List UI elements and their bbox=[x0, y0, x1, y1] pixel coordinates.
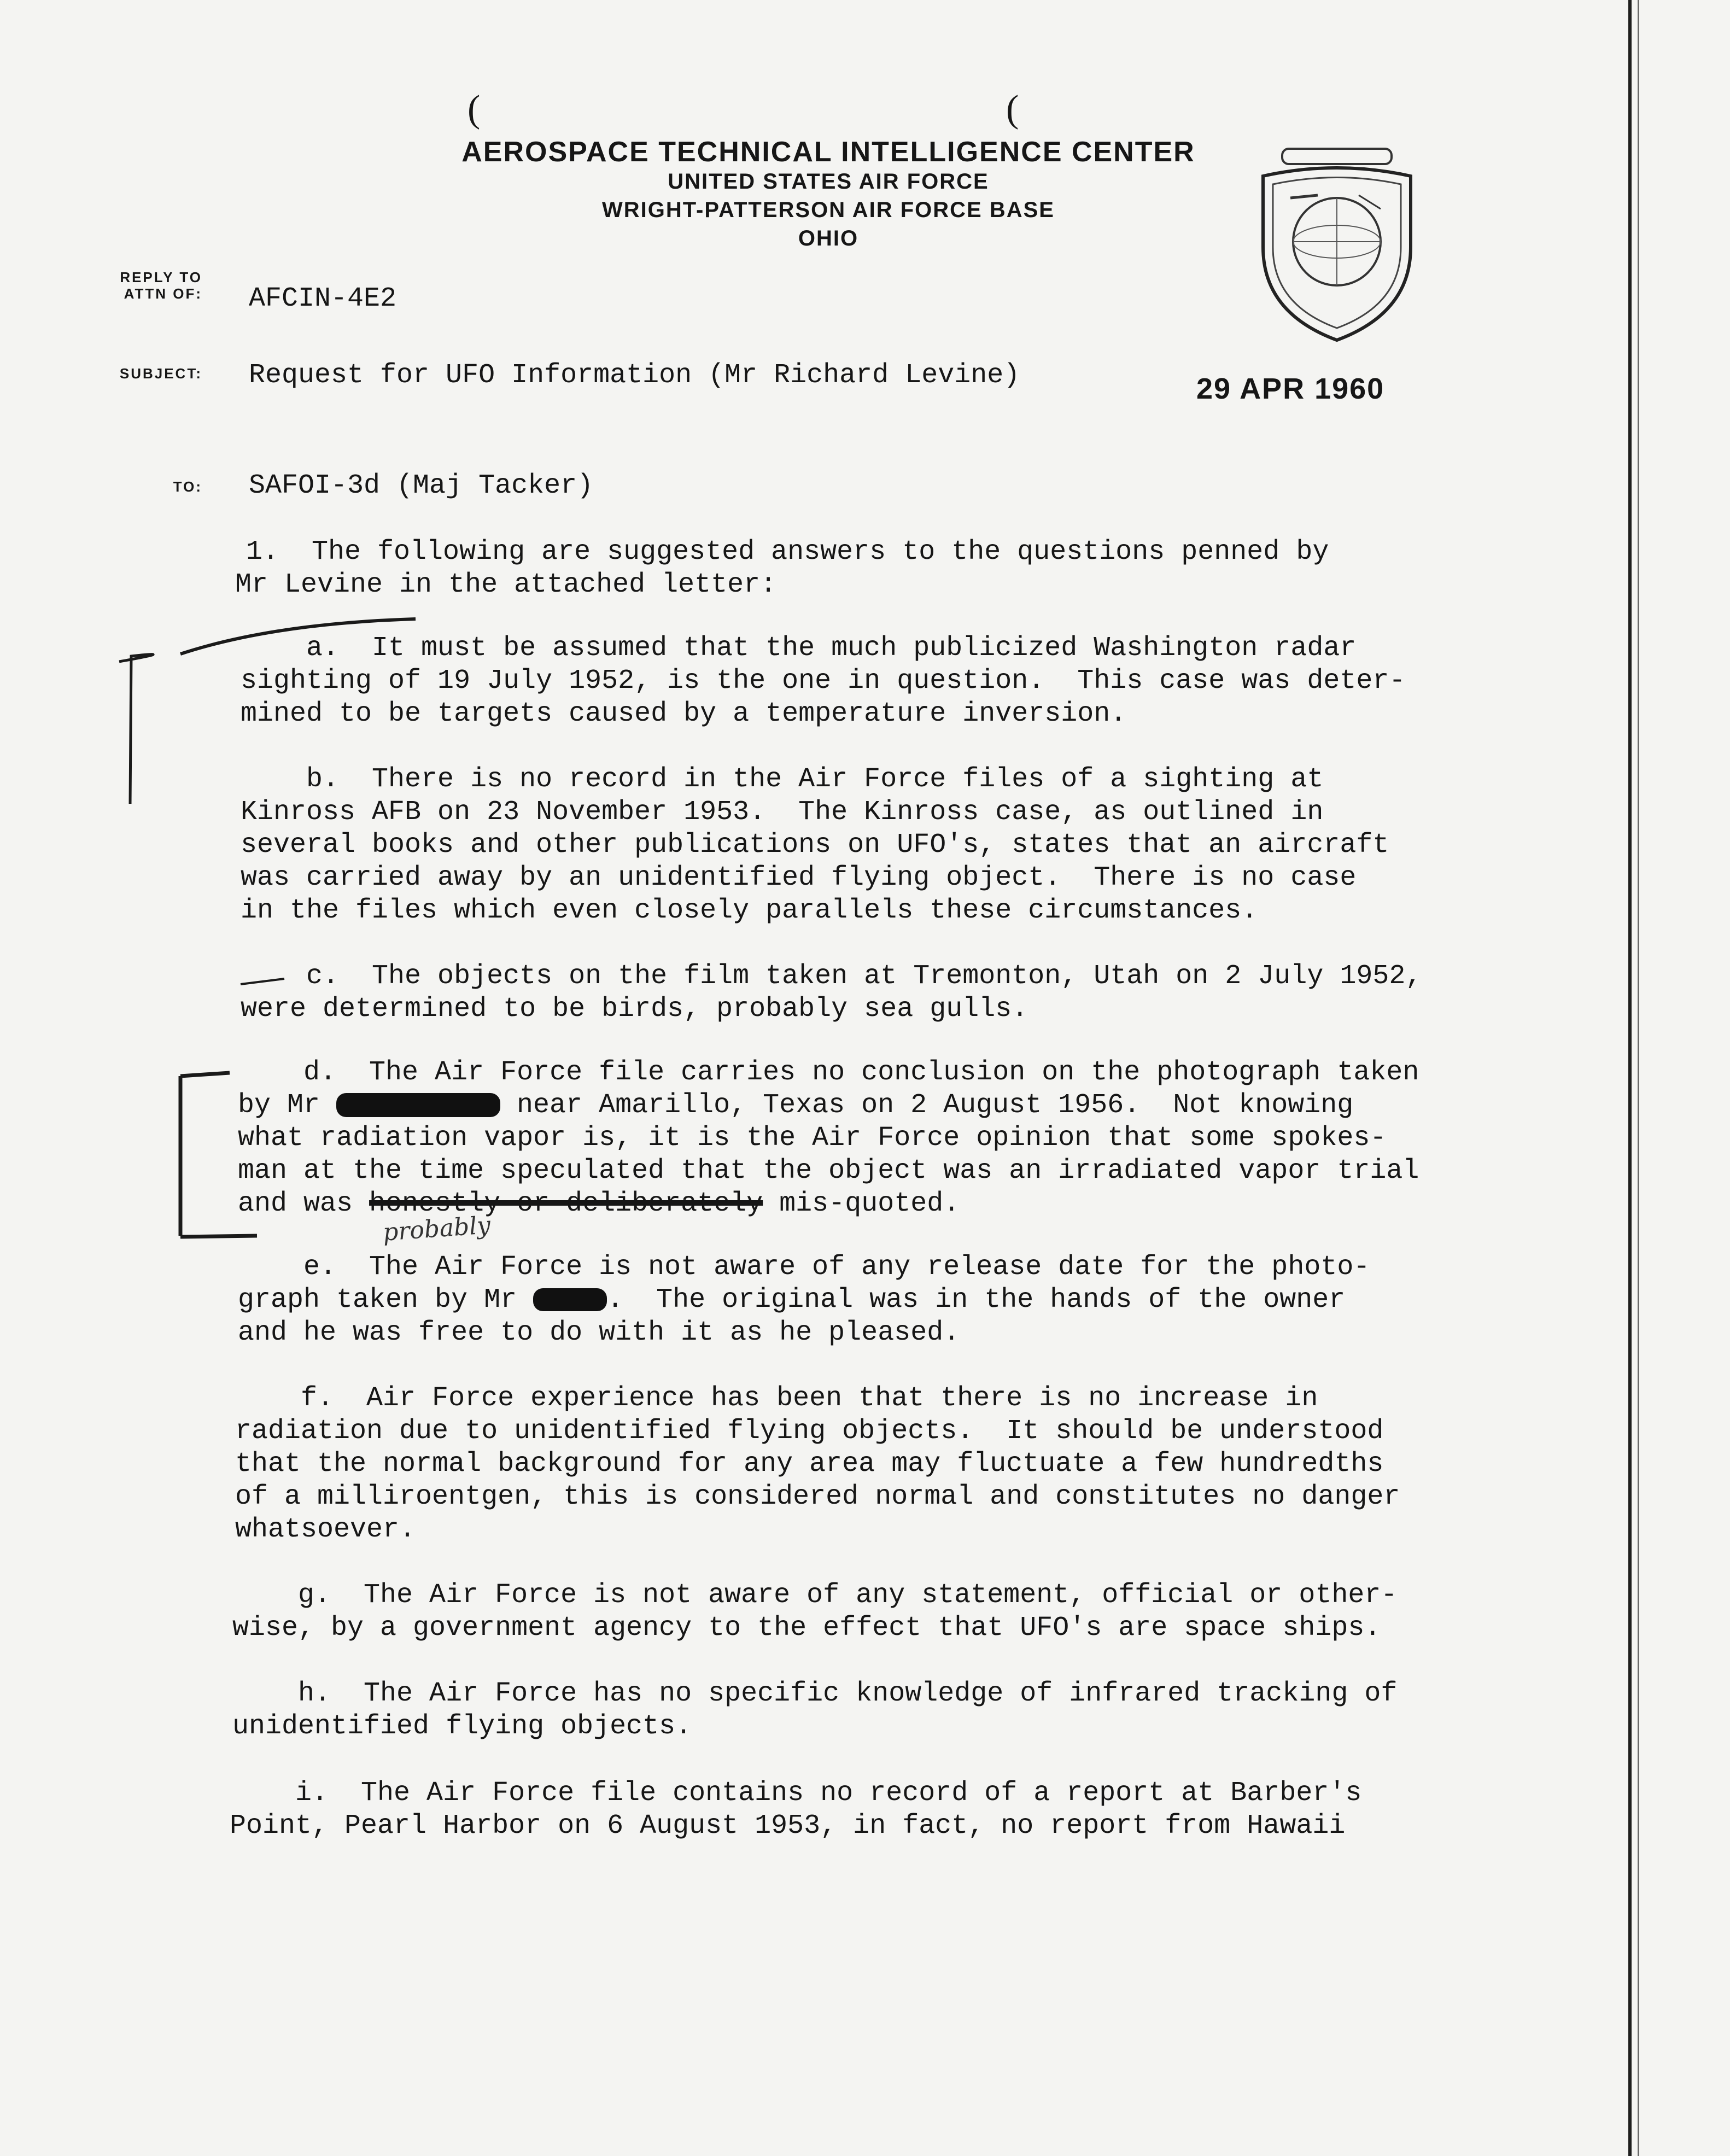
paragraph-line: what radiation vapor is, it is the Air Force opinion that some spokes- bbox=[238, 1123, 1387, 1154]
pen-bracket-d-top bbox=[180, 1073, 230, 1076]
paragraph-line: that the normal background for any area may fluctuate a few hundredths bbox=[235, 1448, 1384, 1480]
letterhead-line-4: OHIO bbox=[798, 226, 859, 250]
letterhead-title: AEROSPACE TECHNICAL INTELLIGENCE CENTER bbox=[461, 136, 1195, 168]
to-label: TO: bbox=[173, 478, 202, 495]
paragraph-line: e. The Air Force is not aware of any release date for the photo- bbox=[238, 1252, 1370, 1283]
paragraph-line: of a milliroentgen, this is considered normal and constitutes no danger bbox=[235, 1481, 1400, 1512]
paragraph-line: 1. The following are suggested answers to the questions penned by bbox=[246, 536, 1329, 568]
paragraph-line: sighting of 19 July 1952, is the one in question. This case was deter- bbox=[241, 665, 1406, 697]
paragraph-line: and he was free to do with it as he pleased. bbox=[238, 1317, 960, 1348]
paragraph-line: Point, Pearl Harbor on 6 August 1953, in fact, no report from Hawaii bbox=[230, 1810, 1346, 1842]
paragraph-line: unidentified flying objects. bbox=[232, 1711, 692, 1742]
subject-label: SUBJECT: bbox=[119, 365, 202, 382]
text-fragment: . The original was in the hands of the owner bbox=[607, 1284, 1346, 1316]
reply-to-label: REPLY TO bbox=[120, 269, 202, 285]
to-value: SAFOI-3d (Maj Tacker) bbox=[249, 470, 594, 501]
text-fragment: by Mr bbox=[238, 1090, 337, 1121]
paragraph-line: b. There is no record in the Air Force files of a sighting at bbox=[241, 764, 1324, 795]
paragraph-line: Mr Levine in the attached letter: bbox=[235, 569, 777, 600]
paragraph-line: man at the time speculated that the object was an irradiated vapor trial bbox=[238, 1155, 1419, 1187]
punch-mark-left: ( bbox=[467, 88, 481, 130]
paragraph-line: h. The Air Force has no specific knowledge of infrared tracking of bbox=[232, 1678, 1398, 1709]
paragraph-line: Kinross AFB on 23 November 1953. The Kinross case, as outlined in bbox=[241, 797, 1324, 828]
text-fragment: near Amarillo, Texas on 2 August 1956. Not knowing bbox=[500, 1090, 1354, 1121]
paragraph-line: g. The Air Force is not aware of any statement, official or other- bbox=[232, 1580, 1398, 1611]
paragraph-line: radiation due to unidentified flying objects. It should be understood bbox=[235, 1416, 1384, 1447]
paragraph-line: were determined to be birds, probably sea gulls. bbox=[241, 994, 1028, 1025]
letterhead-line-2: UNITED STATES AIR FORCE bbox=[668, 170, 989, 194]
pen-bracket-a bbox=[180, 619, 416, 654]
pen-arrow-c bbox=[241, 979, 284, 984]
paragraph-line: mined to be targets caused by a temperature inversion. bbox=[241, 698, 1127, 729]
date-stamp: 29 APR 1960 bbox=[1196, 372, 1385, 405]
text-fragment: and was bbox=[238, 1188, 370, 1219]
struck-out-text: honestly or deliberately bbox=[369, 1188, 763, 1219]
paragraph-line: whatsoever. bbox=[235, 1514, 416, 1545]
text-fragment: graph taken by Mr bbox=[238, 1284, 534, 1316]
paragraph-line: i. The Air Force file contains no record of a report at Barber's bbox=[230, 1778, 1362, 1809]
pen-bracket-d-bottom bbox=[180, 1236, 257, 1237]
pen-bracket-a-side bbox=[119, 655, 153, 804]
subject-value: Request for UFO Information (Mr Richard Levine) bbox=[249, 360, 1020, 391]
paragraph-line: f. Air Force experience has been that there is no increase in bbox=[235, 1383, 1318, 1414]
reply-to-value: AFCIN-4E2 bbox=[249, 283, 397, 314]
handwritten-correction: probably bbox=[382, 1211, 492, 1247]
punch-mark-right: ( bbox=[1006, 88, 1019, 130]
text-fragment: mis-quoted. bbox=[763, 1188, 960, 1219]
paragraph-line: a. It must be assumed that the much publicized Washington radar bbox=[241, 633, 1357, 664]
paragraph-line: wise, by a government agency to the effect that UFO's are space ships. bbox=[232, 1612, 1381, 1644]
paragraph-line: several books and other publications on UFO's, states that an aircraft bbox=[241, 829, 1389, 861]
paragraph-line: in the files which even closely parallels these circumstances. bbox=[241, 895, 1258, 926]
paragraph-line: d. The Air Force file carries no conclusion on the photograph taken bbox=[238, 1057, 1419, 1088]
letterhead-line-3: WRIGHT-PATTERSON AIR FORCE BASE bbox=[602, 198, 1055, 222]
paragraph-line: c. The objects on the film taken at Tremonton, Utah on 2 July 1952, bbox=[241, 961, 1422, 992]
attn-of-label: ATTN OF: bbox=[124, 285, 202, 302]
paragraph-line: was carried away by an unidentified flying object. There is no case bbox=[241, 862, 1357, 893]
